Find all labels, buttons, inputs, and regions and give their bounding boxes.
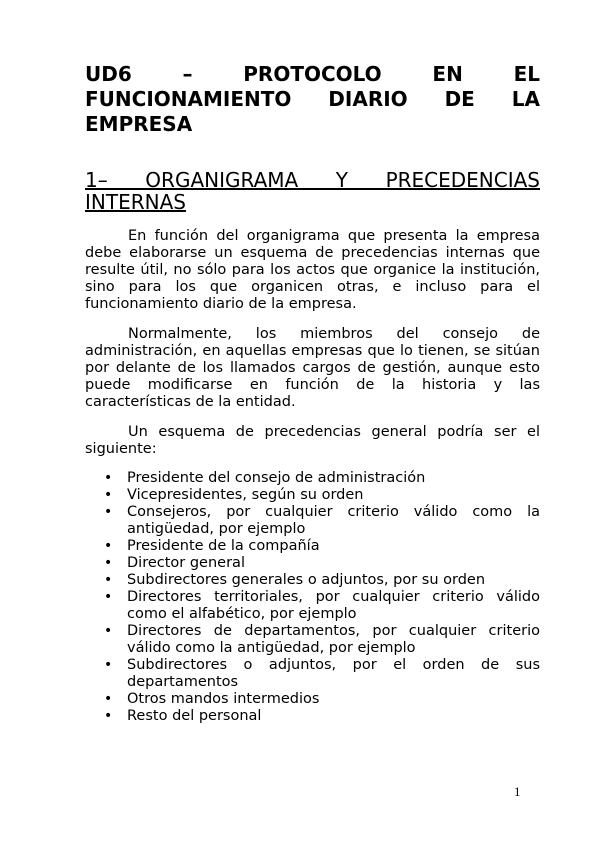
document-title-line-2: FUNCIONAMIENTO DIARIO DE LA <box>85 87 540 111</box>
paragraph-organigrama: En función del organigrama que presenta la empresa debe elaborarse un esquema de precedencias internas que resulte útil, no sólo para los actos que organice la institución, sino para los que organicen otras, e incluso para el funcionamiento diario de la empresa. <box>85 228 540 312</box>
list-item <box>85 470 540 487</box>
section-heading-line-2: INTERNAS <box>85 190 186 214</box>
bullet-icon: • <box>104 487 113 503</box>
document-title <box>85 62 540 137</box>
bullet-icon: • <box>104 589 113 605</box>
list-item <box>85 572 540 589</box>
page-number: 1 <box>514 784 521 799</box>
list-item <box>85 504 540 538</box>
document-page <box>85 62 540 725</box>
list-item <box>85 589 540 623</box>
paragraph-consejo: Normalmente, los miembros del consejo de administración, en aquellas empresas que lo tienen, se sitúan por delante de los llamados cargos de gestión, aunque esto puede modificarse en función de la historia y las características de la entidad. <box>85 326 540 410</box>
bullet-icon: • <box>104 572 113 588</box>
list-item-text: Directores de departamentos, por cualquier criterio válido como la antigüedad, por ejemplo <box>127 623 540 656</box>
document-title-line-3: EMPRESA <box>85 112 193 136</box>
list-item-text: Otros mandos intermedios <box>127 691 320 707</box>
list-item <box>85 538 540 555</box>
list-item <box>85 555 540 572</box>
list-item <box>85 487 540 504</box>
list-item <box>85 657 540 691</box>
list-item-text: Presidente del consejo de administración <box>127 470 426 486</box>
bullet-icon: • <box>104 555 113 571</box>
bullet-icon: • <box>104 504 113 520</box>
list-item <box>85 691 540 708</box>
list-item-text: Subdirectores generales o adjuntos, por su orden <box>127 572 486 588</box>
list-item-text: Vicepresidentes, según su orden <box>127 487 364 503</box>
bullet-icon: • <box>104 657 113 673</box>
list-item-text: Subdirectores o adjuntos, por el orden de sus departamentos <box>127 657 540 690</box>
bullet-icon: • <box>104 470 113 486</box>
document-title-line-1: UD6 – PROTOCOLO EN EL <box>85 62 540 86</box>
list-item-text: Presidente de la compañía <box>127 538 320 554</box>
list-item-text: Resto del personal <box>127 708 262 724</box>
bullet-icon: • <box>104 708 113 724</box>
section-heading <box>85 169 540 213</box>
list-item <box>85 708 540 725</box>
bullet-icon: • <box>104 538 113 554</box>
list-item-text: Consejeros, por cualquier criterio válido como la antigüedad, por ejemplo <box>127 504 540 537</box>
list-item <box>85 623 540 657</box>
list-item-text: Director general <box>127 555 245 571</box>
precedence-list <box>85 470 540 725</box>
section-heading-line-1: 1– ORGANIGRAMA Y PRECEDENCIAS <box>85 168 540 192</box>
paragraph-esquema-intro: Un esquema de precedencias general podría ser el siguiente: <box>85 424 540 457</box>
list-item-text: Directores territoriales, por cualquier criterio válido como el alfabético, por ejemplo <box>127 589 540 622</box>
bullet-icon: • <box>104 623 113 639</box>
bullet-icon: • <box>104 691 113 707</box>
